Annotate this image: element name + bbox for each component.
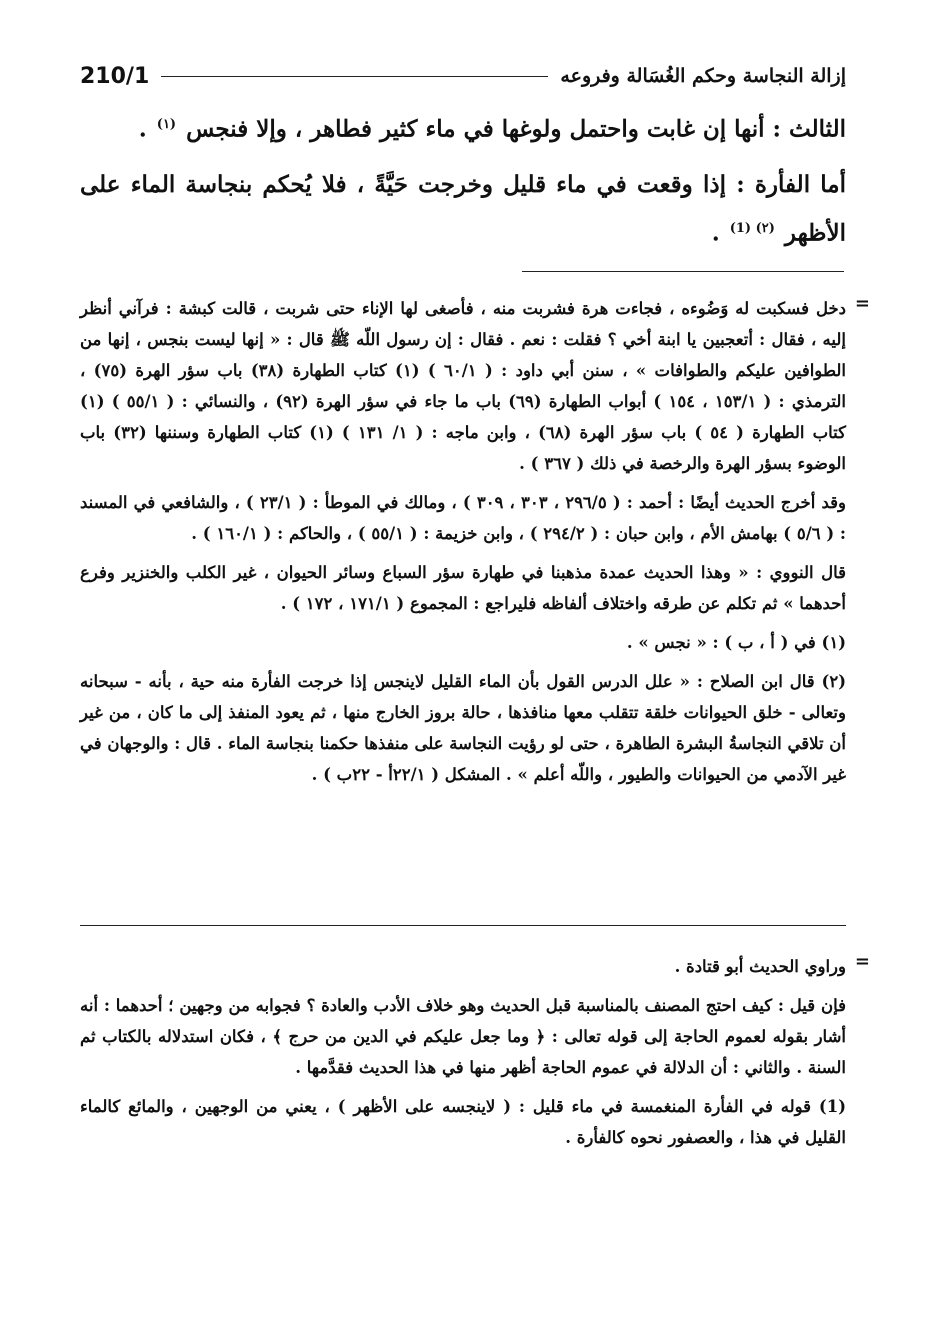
continuation-mark-bottom: = <box>854 951 870 972</box>
continuation-mark-top: = <box>854 293 870 314</box>
footnote-ref-2: (٢) (1) <box>729 221 775 236</box>
running-title: إزالة النجاسة وحكم الغُسَالة وفروعه <box>560 65 846 87</box>
footnote-top-p1: دخل فسكبت له وَضُوءه ، فجاءت هرة فشربت منه ، فأصغى لها الإناء حتى شربت ، قالت كبشة : فرآني أنظر إليه ، فقال : أتعجبين يا ابنة أخي ؟ فقلت : نعم . فقال : إن رسول اللّه ﷺ قال : « إنها ليست بنجس ، إنها من الطوافين عليكم والطوافات » ، سنن أبي داود : ( ٦٠/١ ) (١) كتاب الطهارة (٣٨) باب سؤر الهرة (٧٥) ، الترمذي : ( ١٥٣/١ ، ١٥٤ ) أبواب الطهارة (٦٩) باب ما جاء في سؤر الهرة (٩٢) ، والنسائي : ( ٥٥/١ ) (١) كتاب الطهارة ( ٥٤ ) باب سؤر الهرة (٦٨) ، وابن ماجه : ( ١/ ١٣١ ) (١) كتاب الطهارة وسننها (٣٢) باب الوضوء بسؤر الهرة والرخصة في ذلك ( ٣٦٧ ) . <box>80 299 846 473</box>
footnote-bottom-p2: فإن قيل : كيف احتج المصنف بالمناسبة قبل الحديث وهو خلاف الأدب والعادة ؟ فجوابه من وجهين ؛ أحدهما : أنه أشار بقوله لعموم الحاجة إلى قوله تعالى : ﴿ وما جعل عليكم في الدين من حرج ﴾ ، فكان استدلاله بالكتاب ثم السنة . والثاني : أن الدلالة في عموم الحاجة أظهر منها في هذا الحديث فقدَّمها . <box>80 996 846 1077</box>
footnote-separator-bottom <box>80 925 846 926</box>
main-text-block-2 <box>80 163 846 256</box>
main-paragraph-1-end: . <box>138 115 155 143</box>
main-paragraph-2 <box>80 163 846 256</box>
footnote-top-p2: وقد أخرج الحديث أيضًا : أحمد : ( ٢٩٦/٥ ، ٣٠٣ ، ٣٠٩ ) ، ومالك في الموطأ : ( ٢٣/١ ) ، والشافعي في المسند : ( ٥/٦ ) بهامش الأم ، وابن حبان : ( ٢٩٤/٢ ) ، وابن خزيمة : ( ٥٥/١ ) ، والحاكم : ( ١٦٠/١ ) . <box>80 493 846 543</box>
footnote-bottom-p1: وراوي الحديث أبو قتادة . <box>674 957 846 976</box>
main-paragraph-1 <box>80 103 846 152</box>
main-text-block-1 <box>80 103 846 152</box>
page-number: 210/1 <box>80 63 150 89</box>
footnote-separator-top <box>522 271 844 272</box>
footnote-top-p5: (٢) قال ابن الصلاح : « علل الدرس القول بأن الماء القليل لاينجس إذا خرجت الفأرة منه حية ، بأنه - سبحانه وتعالى - خلق الحيوانات خلقة تتقلب معها منافذها ، حالة بروز الخارج منها ، ثم يعود المنفذ إلى ما كان ، من غير أن تلاقي النجاسةُ البشرة الطاهرة ، حتى لو رؤيت النجاسة على منفذها حكمنا بنجاسة الماء . قال : والوجهان في غير الآدمي من الحيوانات والطيور ، واللّه أعلم » . المشكل ( ٢٢/١أ - ٢٢ب ) . <box>80 672 846 784</box>
running-header <box>80 62 846 90</box>
footnotes-bottom <box>80 951 870 1153</box>
footnote-top-p3: قال النووي : « وهذا الحديث عمدة مذهبنا في طهارة سؤر السباع وسائر الحيوان ، غير الكلب والخنزير وفرع أحدهما » ثم تكلم عن طرقه واختلاف ألفاظه فليراجع : المجموع ( ١٧١/١ ، ١٧٢ ) . <box>80 563 846 613</box>
footnote-ref-1: (١) <box>156 117 177 132</box>
header-rule <box>161 76 548 77</box>
footnote-top-p4: (١) في ( أ ، ب ) : « نجس » . <box>626 633 846 652</box>
main-paragraph-2-text: أما الفأرة : إذا وقعت في ماء قليل وخرجت حَيَّةً ، فلا يُحكم بنجاسة الماء على الأظهر <box>80 171 846 247</box>
footnote-bottom-p3: (1) قوله في الفأرة المنغمسة في ماء قليل : ( لاينجسه على الأظهر ) ، يعني من الوجهين ، والمائع كالماء القليل في هذا ، والعصفور نحوه كالفأرة . <box>80 1097 846 1147</box>
main-paragraph-1-text: الثالث : أنها إن غابت واحتمل ولوغها في ماء كثير فطاهر ، وإلا فنجس <box>186 115 846 143</box>
footnotes-top <box>80 293 870 790</box>
main-paragraph-2-end: . <box>711 219 728 247</box>
